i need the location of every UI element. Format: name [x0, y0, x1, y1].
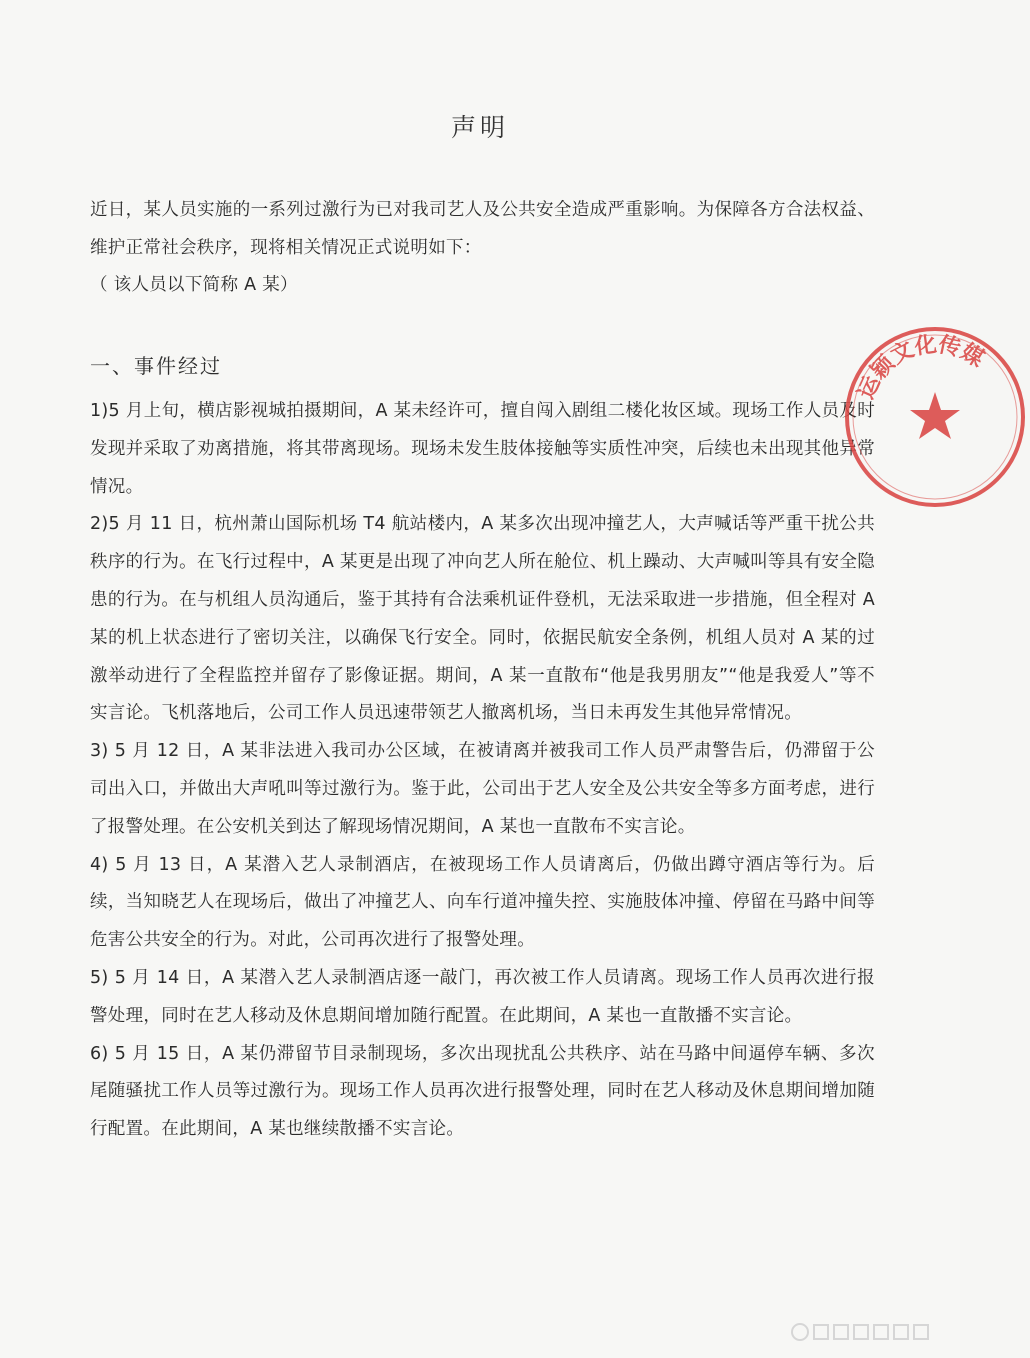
event-list — [90, 393, 875, 1149]
event-item-3: 3) 5 月 12 日，A 某非法进入我司办公区域，在被请离并被我司工作人员严肃警告后，仍滞留于公司出入口，并做出大声吼叫等过激行为。鉴于此，公司出于艺人安全及公共安全等多方面考虑，进行了报警处理。在公安机关到达了解现场情况期间，A 某也一直散布不实言论。 — [90, 741, 875, 837]
watermark-glyphs-icon — [790, 1322, 940, 1342]
event-item-5: 5) 5 月 14 日，A 某潜入艺人录制酒店逐一敲门，再次被工作人员请离。现场工作人员再次进行报警处理，同时在艺人移动及休息期间增加随行配置。在此期间，A 某也一直散播不实言论。 — [90, 967, 875, 1026]
weibo-watermark-icon — [790, 1320, 940, 1344]
abbreviation-note: （ 该人员以下简称 A 某） — [90, 275, 298, 295]
event-item-1: 1)5 月上旬，横店影视城拍摄期间，A 某未经许可，擅自闯入剧组二楼化妆区域。现场工作人员及时发现并采取了劝离措施，将其带离现场。现场未发生肢体接触等实质性冲突，后续也未出现其他异常情况。 — [90, 401, 875, 497]
document-title: 声明 — [450, 113, 509, 142]
event-item-2: 2)5 月 11 日，杭州萧山国际机场 T4 航站楼内，A 某多次出现冲撞艺人，大声喊话等严重干扰公共秩序的行为。在飞行过程中，A 某更是出现了冲向艺人所在舱位、机上躁动、大声喊叫等具有安全隐患的行为。在与机组人员沟通后，鉴于其持有合法乘机证件登机，无法采取进一步措施，但全程对 A 某的机上状态进行了密切关注，以确保飞行安全。同时，依据民航安全条例，机组人员对 A 某的过激举动进行了全程监控并留存了影像证据。期间，A 某一直散布“他是我男朋友”“他是我爱人”等不实言论。飞机落地后，公司工作人员迅速带领艺人撤离机场，当日未再发生其他异常情况。 — [90, 514, 875, 724]
intro-paragraph: 近日，某人员实施的一系列过激行为已对我司艺人及公共安全造成严重影响。为保障各方合法权益、维护正常社会秩序，现将相关情况正式说明如下： — [90, 200, 875, 258]
company-seal-stamp — [840, 322, 1030, 512]
seal-text: 运颖文化传媒 — [852, 331, 989, 403]
event-item-6: 6) 5 月 15 日，A 某仍滞留节目录制现场，多次出现扰乱公共秩序、站在马路中间逼停车辆、多次尾随骚扰工作人员等过激行为。现场工作人员再次进行报警处理，同时在艺人移动及休息期间增加随行配置。在此期间，A 某也继续散播不实言论。 — [90, 1043, 875, 1140]
event-item-4: 4) 5 月 13 日，A 某潜入艺人录制酒店，在被现场工作人员请离后，仍做出蹲守酒店等行为。后续，当知晓艺人在现场后，做出了冲撞艺人、向车行道冲撞失控、实施肢体冲撞、停留在马路中间等危害公共安全的行为。对此，公司再次进行了报警处理。 — [90, 854, 875, 951]
seal-star-icon — [910, 392, 960, 439]
section-heading: 一、事件经过 — [90, 354, 222, 378]
svg-text:运颖文化传媒 — [853, 331, 989, 403]
